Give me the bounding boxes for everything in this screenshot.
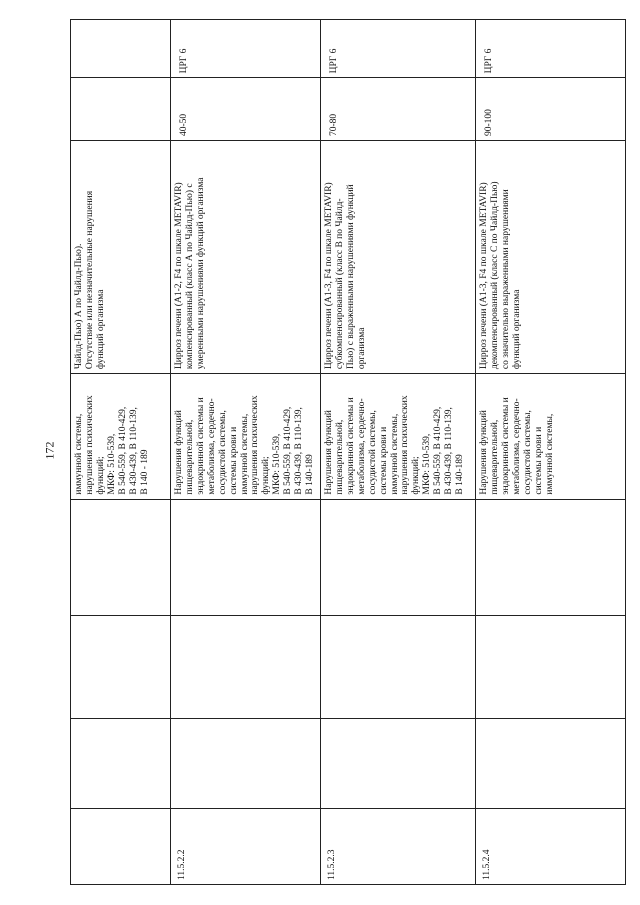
assessment-table [70, 19, 626, 885]
impairments-cell: иммунной системы, нарушения психических функций; МКФ: 510-539, В 540-559, В 410-429, В 430-439, В 110-139, В 140 - 189 [71, 374, 171, 500]
table-row [71, 20, 171, 885]
rotated-table-container [70, 20, 625, 885]
severity-range-cell: 70-80 [321, 78, 476, 141]
row-code-cell: 11.5.2.2 [171, 808, 321, 884]
criteria-cell: Цирроз печени (А1-3, F4 по шкале METAVIR) субкомпенсированный (класс В по Чайлд- Пью) с выраженными нарушениями функций организма [321, 141, 476, 374]
empty-cell [321, 499, 476, 616]
empty-cell [321, 719, 476, 809]
group-cell: ЦРГ 6 [476, 20, 626, 78]
criteria-cell: Цирроз печени (А1-2, F4 по шкале METAVIR) компенсированный (класс А по Чайлд-Пью) с умеренными нарушениями функций организма [171, 141, 321, 374]
empty-cell [171, 719, 321, 809]
empty-cell [476, 719, 626, 809]
empty-cell [476, 616, 626, 719]
page-number: 172 [42, 441, 57, 460]
criteria-cell: Чайлд-Пью) А по Чайлд-Пью). Отсутствие или незначительные нарушения функций организма [71, 141, 171, 374]
empty-cell [71, 499, 171, 616]
impairments-cell: Нарушения функций пищеварительной, эндокринной системы и метаболизма, сердечно- сосудистой системы, системы крови и иммунной системы, нарушения психических функций; МКФ: 510-539, В 540-559, В 410-429, В 430-439, В 110-139, В 140-189 [321, 374, 476, 500]
table-row [476, 20, 626, 885]
empty-cell [476, 499, 626, 616]
table-row [321, 20, 476, 885]
row-code-cell: 11.5.2.3 [321, 808, 476, 884]
row-code-cell: 11.5.2.4 [476, 808, 626, 884]
empty-cell [71, 719, 171, 809]
row-code-cell [71, 808, 171, 884]
group-cell [71, 20, 171, 78]
empty-cell [71, 616, 171, 719]
severity-range-cell [71, 78, 171, 141]
severity-range-cell: 90-100 [476, 78, 626, 141]
criteria-cell: Цирроз печени (А1-3, F4 по шкале METAVIR) декомпенсированный (класс С по Чайлд-Пью) со значительно выраженными нарушениями функций организма [476, 141, 626, 374]
empty-cell [171, 499, 321, 616]
empty-cell [171, 616, 321, 719]
empty-cell [321, 616, 476, 719]
impairments-cell: Нарушения функций пищеварительной, эндокринной системы и метаболизма, сердечно- сосудистой системы, системы крови и иммунной системы, нарушения психических функций; МКФ: 510-539, В 540-559, В 410-429, В 430-439, В 110-139, В 140-189 [171, 374, 321, 500]
table-row [171, 20, 321, 885]
severity-range-cell: 40-50 [171, 78, 321, 141]
group-cell: ЦРГ 6 [321, 20, 476, 78]
group-cell: ЦРГ 6 [171, 20, 321, 78]
impairments-cell: Нарушения функций пищеварительной, эндокринной системы и метаболизма, сердечно- сосудистой системы, системы крови и иммунной системы, [476, 374, 626, 500]
